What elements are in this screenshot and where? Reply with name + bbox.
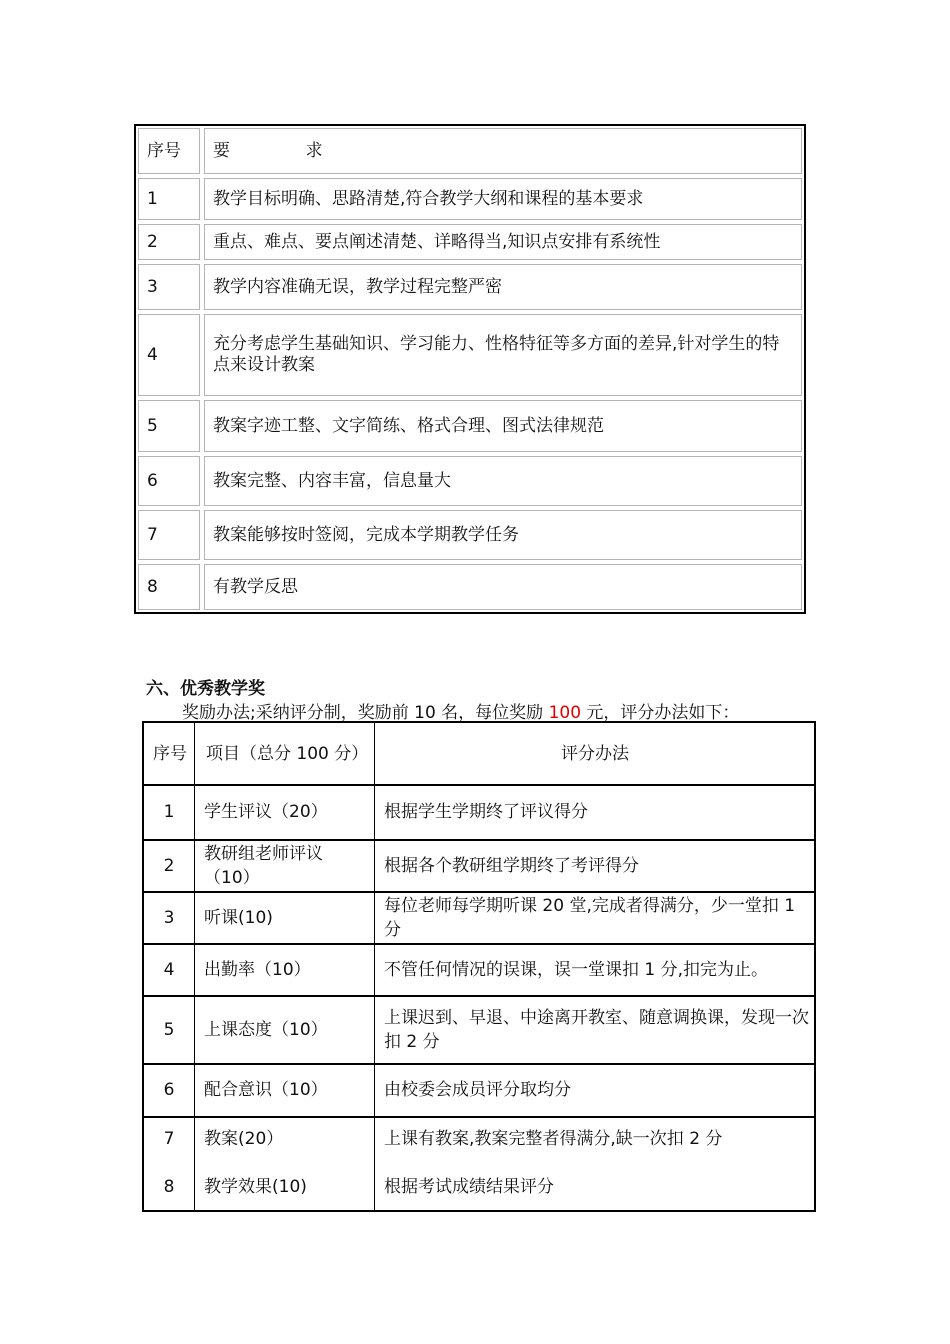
row-no: 2 [163, 855, 175, 876]
section-description [182, 698, 739, 723]
reward-amount: 100 [548, 703, 582, 723]
header-method: 评分办法 [561, 744, 629, 764]
row-no: 4 [163, 959, 175, 980]
row-no: 6 [138, 456, 200, 506]
table-row [136, 562, 804, 612]
table-row [136, 508, 804, 562]
header-item: 项目（总分 100 分） [206, 744, 369, 764]
row-no: 1 [138, 178, 200, 220]
desc-text-after: 元，评分办法如下： [581, 703, 740, 723]
row-divider [144, 1116, 814, 1118]
row-no: 5 [163, 1019, 175, 1040]
row-item: 出勤率（10） [204, 959, 311, 980]
column-divider [194, 723, 195, 1210]
table-header-row [136, 126, 804, 176]
row-requirement: 重点、难点、要点阐述清楚、详略得当,知识点安排有系统性 [204, 224, 802, 260]
row-requirement: 教学内容准确无误，教学过程完整严密 [204, 264, 802, 310]
row-method: 根据各个教研组学期终了考评得分 [384, 855, 639, 876]
header-no: 序号 [153, 744, 187, 764]
row-item: 教研组老师评议（10） [204, 843, 323, 888]
row-no: 8 [138, 564, 200, 610]
header-no: 序号 [138, 128, 200, 174]
table-row [136, 454, 804, 508]
row-requirement: 教案能够按时签阅，完成本学期教学任务 [204, 510, 802, 560]
row-method: 不管任何情况的误课，误一堂课扣 1 分,扣完为止。 [384, 959, 769, 980]
row-requirement: 教案字迹工整、文字简练、格式合理、图式法律规范 [204, 400, 802, 452]
column-divider [374, 723, 375, 1210]
requirements-table [134, 124, 806, 614]
row-requirement: 充分考虑学生基础知识、学习能力、性格特征等多方面的差异,针对学生的特点来设计教案 [204, 314, 802, 396]
row-requirement: 教学目标明确、思路清楚,符合教学大纲和课程的基本要求 [204, 178, 802, 220]
row-item: 学生评议（20） [204, 802, 328, 822]
section-title: 六、优秀教学奖 [146, 679, 265, 699]
table-row [136, 398, 804, 454]
row-no: 7 [138, 510, 200, 560]
row-no: 4 [138, 314, 200, 396]
header-requirements: 要 求 [204, 128, 802, 174]
row-method: 上课迟到、早退、中途离开教室、随意调换课，发现一次扣 2 分 [384, 1007, 809, 1052]
row-item: 教学效果(10) [204, 1177, 307, 1197]
row-method: 上课有教案,教案完整者得满分,缺一次扣 2 分 [384, 1129, 723, 1149]
desc-text-before: 奖励办法;采纳评分制，奖励前 10 名，每位奖励 [182, 703, 549, 723]
row-no: 8 [163, 1177, 175, 1197]
row-item: 听课(10) [204, 907, 273, 928]
row-item: 教案(20） [204, 1129, 284, 1149]
row-item: 上课态度（10） [204, 1019, 328, 1040]
row-method: 根据考试成绩结果评分 [384, 1177, 554, 1197]
row-item: 配合意识（10） [204, 1080, 328, 1100]
row-no: 3 [163, 907, 175, 928]
scoring-table [142, 721, 816, 1212]
row-no: 1 [163, 802, 175, 822]
row-no: 6 [163, 1080, 175, 1100]
row-no: 5 [138, 400, 200, 452]
row-requirement: 教案完整、内容丰富，信息量大 [204, 456, 802, 506]
row-method: 根据学生学期终了评议得分 [384, 802, 588, 822]
row-no: 3 [138, 264, 200, 310]
row-no: 7 [163, 1129, 175, 1149]
table-row [136, 222, 804, 262]
row-requirement: 有教学反思 [204, 564, 802, 610]
row-method: 由校委会成员评分取均分 [384, 1080, 571, 1100]
row-no: 2 [138, 224, 200, 260]
row-method: 每位老师每学期听课 20 堂,完成者得满分，少一堂扣 1 分 [384, 895, 796, 940]
table-row [136, 312, 804, 398]
table-row [136, 176, 804, 222]
table-row [136, 262, 804, 312]
